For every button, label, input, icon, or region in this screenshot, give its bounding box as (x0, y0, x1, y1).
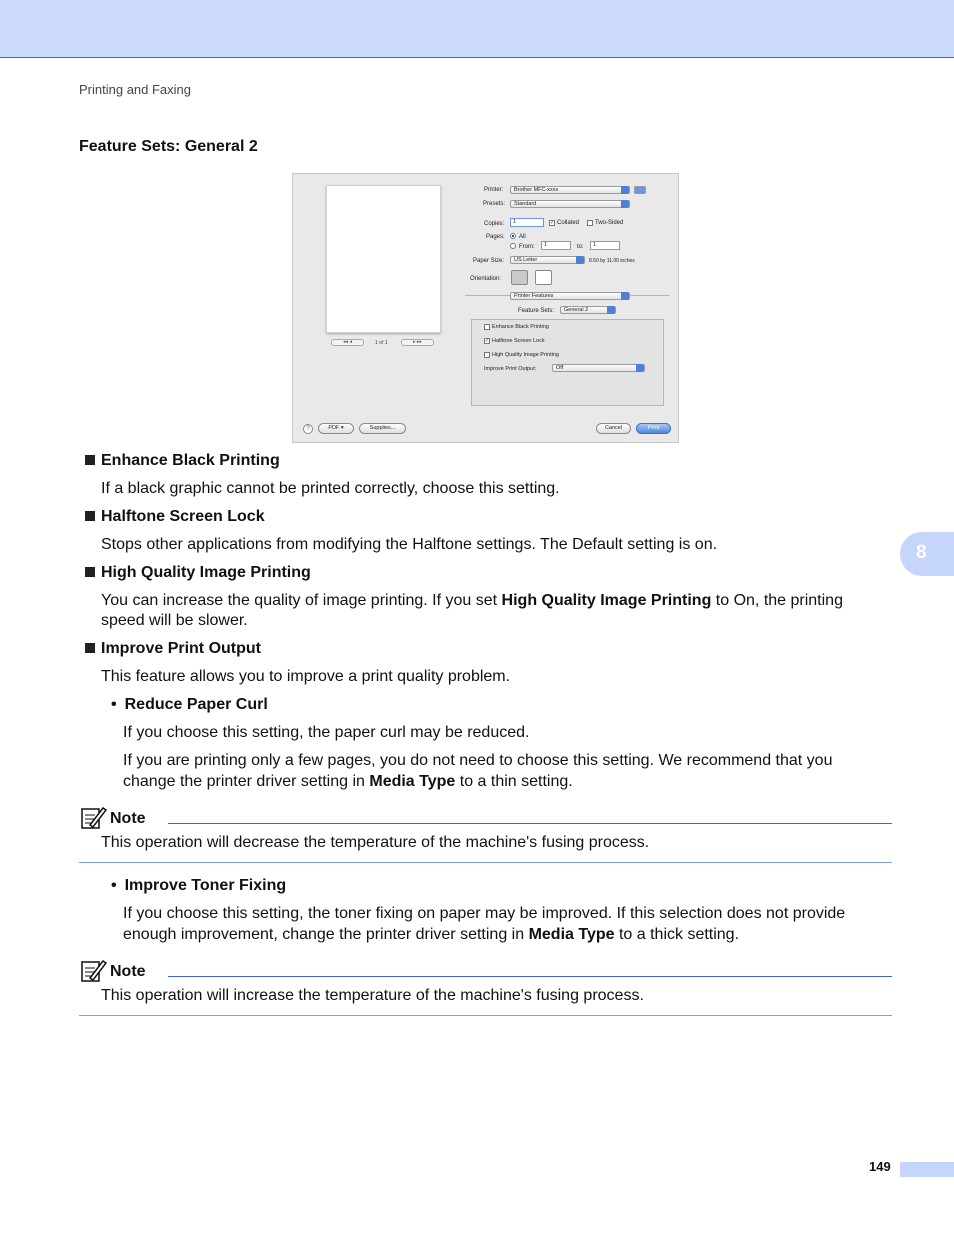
page-number: 149 (869, 1159, 891, 1174)
enhance-black-checkbox[interactable] (484, 324, 490, 330)
halftone-checkbox[interactable]: ✓ (485, 338, 490, 344)
page-number-bar (900, 1162, 954, 1177)
presets-value: Standard (514, 201, 537, 207)
item-improve-title: Improve Print Output (85, 638, 261, 659)
popup-arrow-icon (607, 306, 615, 314)
collated-label: Collated (557, 220, 580, 226)
popup-arrow-icon (621, 200, 629, 208)
improve-output-label: Improve Print Output: (484, 366, 537, 372)
popup-arrow-icon (621, 292, 629, 300)
sub-curl-text1: If you choose this setting, the paper curl may be reduced. (123, 724, 530, 741)
paper-size-label: Paper Size: (473, 258, 505, 264)
pages-from-input[interactable]: 1 (541, 241, 571, 250)
paper-size-dims: 8.50 by 11.00 inches (589, 258, 635, 264)
popup-arrow-icon (621, 186, 629, 194)
presets-label: Presets: (483, 201, 506, 207)
pages-label: Pages: (486, 234, 505, 240)
pdf-button[interactable]: PDF ▾ (318, 423, 354, 434)
sub-toner-title: • Improve Toner Fixing (111, 877, 287, 894)
panel-popup[interactable] (510, 292, 630, 300)
two-sided-label: Two-Sided (595, 220, 624, 226)
item-hq-text-line2: speed will be slower. (101, 612, 248, 629)
sub-curl-text2b: change the printer driver setting in Media Type to a thin setting. (123, 773, 573, 790)
bullet-square-icon (85, 455, 95, 465)
pages-to-input[interactable]: 1 (590, 241, 620, 250)
help-icon[interactable]: ? (303, 424, 313, 434)
feature-sets-label: Feature Sets: (518, 308, 555, 314)
pages-from-label: From: (519, 244, 535, 250)
feature-sets-popup[interactable] (560, 306, 616, 314)
bullet-dot: • (111, 877, 117, 894)
item-enhance-title: Enhance Black Printing (85, 450, 280, 471)
bullet-square-icon (85, 643, 95, 653)
sub-curl-title: • Reduce Paper Curl (111, 696, 268, 713)
note-bottom-rule (79, 862, 892, 863)
portrait-orientation-icon[interactable] (511, 270, 528, 285)
halftone-label: Halftone Screen Lock (492, 338, 545, 344)
enhance-black-label: Enhance Black Printing (492, 324, 549, 330)
pager-text: 1 of 1 (375, 340, 388, 346)
note-top-rule (168, 823, 892, 824)
bullet-square-icon (85, 567, 95, 577)
popup-arrow-icon (636, 364, 644, 372)
popup-arrow-icon (576, 256, 584, 264)
chapter-tab (900, 532, 954, 576)
pages-to-label: to: (577, 244, 584, 250)
improve-output-value: Off (556, 365, 564, 371)
item-halftone-text: Stops other applications from modifying the Halftone settings. The Default setting is on. (101, 536, 718, 553)
preview-page (326, 185, 441, 333)
paper-size-popup[interactable] (510, 256, 585, 264)
note-top-rule (168, 976, 892, 977)
presets-popup[interactable] (510, 200, 630, 208)
section-title: Feature Sets: General 2 (79, 138, 258, 155)
copies-label: Copies: (484, 221, 505, 227)
improve-output-popup[interactable] (552, 364, 645, 372)
feature-options-box (471, 319, 664, 406)
collated-checkbox[interactable]: ✓ (550, 220, 555, 226)
feature-sets-value: General 2 (564, 307, 589, 313)
panel-value: Printer Features (514, 293, 554, 299)
two-sided-checkbox[interactable] (587, 220, 593, 226)
running-head: Printing and Faxing (79, 82, 192, 97)
expand-button[interactable] (634, 186, 646, 194)
header-band (0, 0, 954, 58)
supplies-button[interactable]: Supplies... (359, 423, 406, 434)
pages-all-radio[interactable] (510, 233, 516, 239)
note-label: Note (110, 963, 146, 980)
orientation-label: Orientation: (470, 276, 502, 282)
note-icon (80, 805, 107, 830)
note-icon (80, 958, 107, 983)
item-hq-text: You can increase the quality of image printing. If you set High Quality Image Printing to On, the printing (101, 592, 843, 609)
bullet-square-icon (85, 511, 95, 521)
sub-curl-text2a: If you are printing only a few pages, you do not need to choose this setting. We recommend that you (123, 752, 833, 769)
pages-all-label: All (519, 234, 526, 240)
pager-back-buttons[interactable]: ◂◂ ◂ (331, 339, 364, 346)
item-halftone-title: Halftone Screen Lock (85, 506, 265, 527)
hq-image-label: High Quality Image Printing (492, 352, 559, 358)
note1-text: This operation will decrease the temperature of the machine's fusing process. (101, 834, 650, 851)
hq-image-checkbox[interactable] (484, 352, 490, 358)
printer-value: Brother MFC-xxxx (514, 187, 559, 193)
item-improve-text: This feature allows you to improve a print quality problem. (101, 668, 511, 685)
note-bottom-rule (79, 1015, 892, 1016)
note-label: Note (110, 810, 146, 827)
sub-toner-text-a: If you choose this setting, the toner fixing on paper may be improved. If this selection does not provide (123, 905, 846, 922)
bullet-dot: • (111, 696, 117, 713)
sub-toner-text-b: enough improvement, change the printer driver setting in Media Type to a thick setting. (123, 926, 740, 943)
chapter-number: 8 (916, 542, 927, 563)
print-button[interactable]: Print (636, 423, 671, 434)
pages-from-radio[interactable] (510, 243, 516, 249)
item-enhance-text: If a black graphic cannot be printed correctly, choose this setting. (101, 480, 560, 497)
printer-label: Printer: (484, 187, 504, 193)
printer-popup[interactable] (510, 186, 630, 194)
landscape-orientation-icon[interactable] (535, 270, 552, 285)
item-hq-title: High Quality Image Printing (85, 562, 311, 583)
note2-text: This operation will increase the temperature of the machine's fusing process. (101, 987, 644, 1004)
copies-input[interactable]: 1 (510, 218, 544, 227)
print-dialog-screenshot (292, 173, 679, 443)
paper-size-value: US Letter (514, 257, 538, 263)
cancel-button[interactable]: Cancel (596, 423, 631, 434)
pager-forward-buttons[interactable]: ▸ ▸▸ (401, 339, 434, 346)
